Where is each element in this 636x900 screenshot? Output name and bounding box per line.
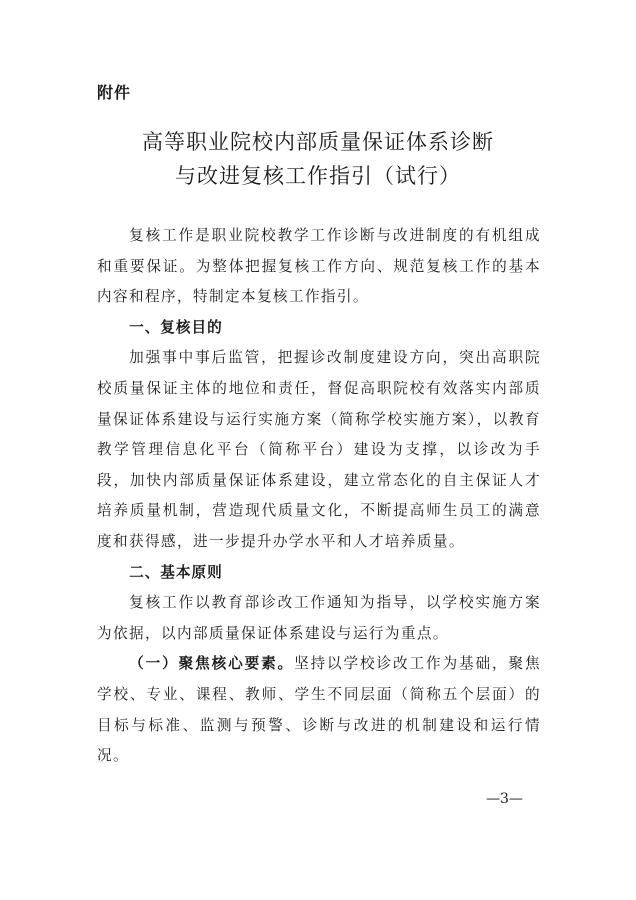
purpose-paragraph: 加强事中事后监管，把握诊改制度建设方向，突出高职院校质量保证主体的地位和责任，督促高职院校有效落实内部质量保证体系建设与运行实施方案（简称学校实施方案），以教育教学管理信息化平台（简称平台）建设为支撑，以诊改为手段，加快内部质量保证体系建设，建立常态化的自主保证人才培养质量机制，营造现代质量文化，不断提高师生员工的满意度和获得感，进一步提升办学水平和人才培养质量。 bbox=[97, 349, 541, 550]
attachment-label: 附件 bbox=[97, 83, 132, 102]
principle-item-1-lead: （一）聚焦核心要素。 bbox=[129, 655, 295, 673]
principle-item-1-text: 坚持以学校诊改工作为基础，聚焦学校、专业、课程、教师、学生不同层面（简称五个层面）的目标与标准、监测与预警、诊断与改进的机制建设和运行情况。 bbox=[97, 655, 541, 765]
principle-item-1 bbox=[97, 649, 541, 771]
document-title-line-1: 高等职业院校内部质量保证体系诊断 bbox=[142, 130, 494, 154]
document-body bbox=[97, 221, 541, 772]
intro-paragraph: 复核工作是职业院校教学工作诊断与改进制度的有机组成和重要保证。为整体把握复核工作方向、规范复核工作的基本内容和程序，特制定本复核工作指引。 bbox=[97, 227, 541, 306]
principles-paragraph: 复核工作以教育部诊改工作通知为指导，以学校实施方案为依据，以内部质量保证体系建设与运行为重点。 bbox=[97, 594, 541, 642]
page-number: —3— bbox=[486, 791, 523, 807]
section-heading-purpose: 一、复核目的 bbox=[129, 318, 223, 336]
document-title-line-2: 与改进复核工作指引（试行） bbox=[175, 164, 461, 188]
section-heading-principles: 二、基本原则 bbox=[129, 563, 223, 581]
